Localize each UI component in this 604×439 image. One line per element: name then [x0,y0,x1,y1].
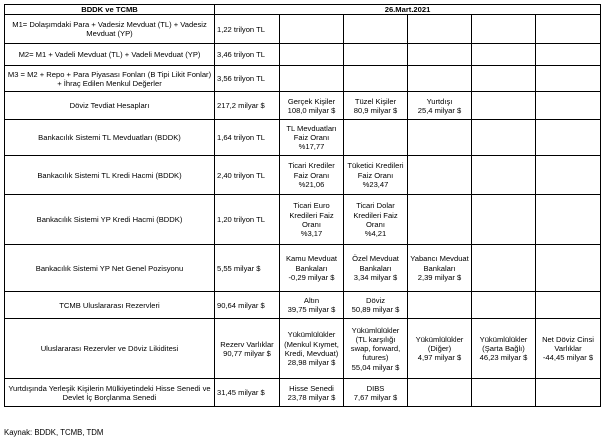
row-amount: 5,55 milyar $ [215,245,280,292]
detail-title: Ticari Krediler Faiz Oranı [288,161,335,180]
detail-value: 7,67 milyar $ [353,392,398,402]
table-row [5,245,601,292]
detail-cell [344,319,408,379]
detail-cell [408,245,472,292]
row-amount: 90,77 milyar $ [223,348,271,358]
row-amount-cell [215,319,280,379]
detail-cell [344,292,408,319]
table-row [5,156,601,195]
detail-value: 108,0 milyar $ [287,105,336,115]
detail-cell [280,156,344,195]
detail-title: Net Döviz Cinsi Varlıklar [542,334,594,354]
detail-cell [344,92,408,120]
detail-value: 46,23 milyar $ [479,353,528,363]
detail-cell [280,292,344,319]
detail-title: Gerçek Kişiler [287,96,336,106]
detail-value: 3,34 milyar $ [353,272,398,282]
detail-title: Ticari Euro Kredileri Faiz Oranı [289,201,334,229]
detail-value: 39,75 milyar $ [287,305,336,315]
row-amount: 1,20 trilyon TL [215,195,280,245]
detail-title: Tüketici Kredileri Faiz Oranı [347,161,404,180]
table-row [5,44,601,66]
detail-value: -0,29 milyar $ [288,272,335,282]
detail-title: Kamu Mevduat Bankaları [285,254,338,273]
detail-title: DIBS [366,383,385,393]
row-amount: 90,64 milyar $ [215,292,280,319]
row-amount-title: Rezerv Varlıklar [220,339,274,349]
detail-title: Hisse Senedi [289,383,334,393]
detail-title: TL Mevduatları Faiz Oranı [286,123,337,143]
table-row [5,292,601,319]
detail-value: 55,04 milyar $ [351,362,400,372]
row-label: Bankacılık Sistemi TL Kredi Hacmi (BDDK) [5,156,215,195]
row-label: TCMB Uluslararası Rezervleri [5,292,215,319]
detail-value: -44,45 milyar $ [542,353,594,363]
row-label: Bankacılık Sistemi YP Net Genel Pozisyonu [5,245,215,292]
table-row [5,92,601,120]
table-row [5,319,601,379]
row-amount: 31,45 milyar $ [215,379,280,407]
detail-cell [408,92,472,120]
row-label: Döviz Tevdiat Hesapları [5,92,215,120]
table-row [5,15,601,44]
row-label: Bankacılık Sistemi YP Kredi Hacmi (BDDK) [5,195,215,245]
detail-title: Altın [303,296,320,305]
detail-value: 2,39 milyar $ [417,272,462,282]
detail-value: %23,47 [362,179,389,189]
row-label: Uluslararası Rezervler ve Döviz Likiditesi [5,319,215,379]
detail-cell [344,379,408,407]
detail-cell [280,379,344,407]
row-amount: 2,40 trilyon TL [215,156,280,195]
header-row [5,5,601,15]
detail-title: Tüzel Kişiler [354,96,397,106]
header-source-label: BDDK ve TCMB [5,5,215,15]
row-label: M1= Dolaşımdaki Para + Vadesiz Mevduat (TL) + Vadesiz Mevduat (YP) [5,15,215,44]
detail-cell [536,319,601,379]
detail-cell [280,319,344,379]
table-row [5,120,601,156]
table-row [5,195,601,245]
detail-value: 23,78 milyar $ [287,392,336,402]
detail-cell [344,245,408,292]
detail-cell [344,156,408,195]
detail-title: Yurtdışı [426,96,453,106]
row-amount: 1,22 trilyon TL [215,15,280,44]
row-label: Yurtdışında Yerleşik Kişilerin Mülkiyetindeki Hisse Senedi ve Devlet İç Borçlanma Senedi [5,379,215,407]
source-note: Kaynak: BDDK, TCMB, TDM [4,428,104,437]
detail-value: %4,21 [364,229,387,238]
detail-title: Döviz [366,296,385,305]
detail-cell [280,120,344,156]
detail-value: 50,89 milyar $ [351,305,400,315]
row-label: Bankacılık Sistemi TL Mevduatları (BDDK) [5,120,215,156]
detail-cell [280,245,344,292]
detail-value: 80,9 milyar $ [353,105,398,115]
row-amount: 3,46 trilyon TL [215,44,280,66]
detail-title: Yükümlülükler (Şarta Bağlı) [479,334,528,354]
detail-value: %3,17 [300,229,323,238]
header-date: 26.Mart.2021 [215,5,601,15]
row-label: M2= M1 + Vadeli Mevduat (TL) + Vadeli Mevduat (YP) [5,44,215,66]
detail-title: Özel Mevduat Bankaları [352,254,399,273]
detail-value: 4,97 milyar $ [417,353,462,363]
row-label: M3 = M2 + Repo + Para Piyasası Fonları (B Tipi Likit Fonlar) + İhraç Edilen Menkul Değerler [5,66,215,92]
row-amount: 217,2 milyar $ [215,92,280,120]
detail-value: 28,98 milyar $ [287,358,336,367]
detail-cell [408,319,472,379]
detail-title: Ticari Dolar Kredileri Faiz Oranı [353,201,398,229]
detail-title: Yükümlülükler (Menkul Kıymet, Kredi, Mevduat) [284,330,339,358]
detail-value: %17,77 [298,142,325,152]
detail-cell [280,92,344,120]
detail-value: %21,06 [298,179,325,189]
row-amount: 3,56 trilyon TL [215,66,280,92]
detail-title: Yükümlülükler (TL karşılığı swap, forward, futures) [350,325,401,363]
row-amount: 1,64 trilyon TL [215,120,280,156]
detail-cell [344,195,408,245]
table-row [5,379,601,407]
detail-title: Yabancı Mevduat Bankaları [410,254,469,273]
detail-cell [472,319,536,379]
data-table [4,4,601,407]
table-row [5,66,601,92]
detail-title: Yükümlülükler (Diğer) [415,334,464,354]
detail-cell [280,195,344,245]
detail-value: 25,4 milyar $ [417,105,462,115]
